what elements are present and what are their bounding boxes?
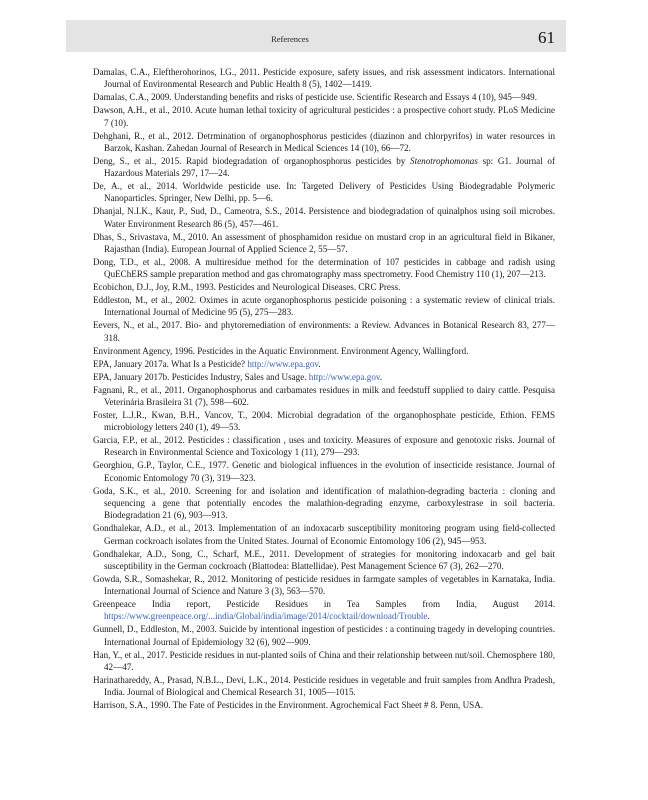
reference-entry: [93, 104, 555, 129]
reference-entry: [93, 294, 555, 319]
reference-link[interactable]: https://www.greenpeace.org/...india/Global/india/image/2014/cocktail/download/Trouble: [104, 611, 428, 622]
reference-entry: [93, 623, 555, 648]
reference-text: Eddleston, M., et al., 2002. Oximes in acute organophosphorus pesticide poisoning : a systematic review of clinical trials. International Journal of Medicine 95 (5), 275—283.: [93, 295, 555, 318]
reference-entry: [93, 573, 555, 598]
reference-entry: [93, 345, 555, 357]
reference-text: Foster, L.J.R., Kwan, B.H., Vancov, T., 2004. Microbial degradation of the organophosphate pesticide, Ethion. FEMS microbiology letters 240 (1), 49—53.: [93, 409, 555, 433]
reference-text-tail: .: [427, 611, 430, 622]
reference-entry: [93, 256, 555, 281]
reference-text: Georghiou, G.P., Taylor, C.E., 1977. Genetic and biological influences in the evolution of insecticide resistance. Journal of Economic Entomology 70 (3), 319—323.: [93, 460, 555, 483]
reference-entry: [93, 371, 555, 383]
reference-text: Gowda, S.R., Somashekar, R., 2012. Monitoring of pesticide residues in farmgate samples of vegetables in Karnataka, India. International Journal of Science and Nature 3 (3), 563—570.: [93, 573, 555, 597]
reference-entry: [93, 205, 555, 230]
reference-text: Gondhalekar, A.D., Song, C., Scharf, M.E., 2011. Development of strategies for monitoring indoxacarb and gel bait susceptibility in the German cockroach (Blattodea: Blattellidae). Pest Management Science 67 (3), 262—270.: [93, 548, 555, 571]
reference-entry: [93, 358, 555, 370]
reference-entry: [93, 231, 555, 256]
reference-entry: [93, 485, 555, 522]
running-head: References: [271, 34, 309, 44]
reference-entry: [93, 91, 555, 103]
reference-text: Dhas, S., Srivastava, M., 2010. An assessment of phosphamidon residue on mustard crop in an agricultural field in Bikaner, Rajasthan (India). European Journal of Applied Science 2, 55—57.: [93, 231, 555, 254]
reference-text: Damalas, C.A., 2009. Understanding benefits and risks of pesticide use. Scientific Research and Essays 4 (10), 945—949.: [93, 92, 537, 103]
reference-text: Gondhalekar, A.D., et al., 2013. Implementation of an indoxacarb susceptibility monitoring program using field-collected German cockroach isolates from the United States. Journal of Economic Entomology 106 (2), 945—953.: [93, 523, 555, 546]
reference-entry: [93, 459, 555, 484]
reference-link[interactable]: http://www.epa.gov: [247, 358, 319, 369]
reference-text: EPA, January 2017b. Pesticides Industry, Sales and Usage.: [93, 371, 309, 382]
reference-text: Environment Agency, 1996. Pesticides in the Aquatic Environment. Environment Agency, Wallingford.: [93, 345, 469, 356]
reference-text: Ecobichon, D.J., Joy, R.M., 1993. Pesticides and Neurological Diseases. CRC Press.: [93, 282, 401, 293]
reference-entry: [93, 598, 555, 623]
reference-list: [93, 66, 555, 712]
reference-text: Deng, S., et al., 2015. Rapid biodegradation of organophosphorus pesticides by: [93, 155, 411, 166]
reference-text: Dhanjal, N.I.K., Kaur, P., Sud, D., Cameotra, S.S., 2014. Persistence and biodegradation of quinalphos using soil microbes. Water Environment Research 86 (5), 457—461.: [93, 206, 555, 229]
reference-entry: [93, 155, 555, 180]
reference-entry: [93, 548, 555, 573]
reference-entry: [93, 384, 555, 409]
reference-entry: [93, 319, 555, 344]
reference-entry: [93, 281, 555, 293]
reference-entry: [93, 699, 555, 711]
reference-text: Dong, T.D., et al., 2008. A multiresidue method for the determination of 107 pesticides in cabbage and radish using QuEChERS sample preparation method and gas chromatography mass spectrometry. Food Chemistry 110 (1), 207—213.: [93, 256, 555, 280]
reference-text: De, A., et al., 2014. Worldwide pesticide use. In: Targeted Delivery of Pesticides Using Biodegradable Polymeric Nanoparticles. Springer, New Delhi, pp. 5—6.: [93, 181, 555, 204]
reference-text: Harinathareddy, A., Prasad, N.B.L., Devi, L.K., 2014. Pesticide residues in vegetable and fruit samples from Andhra Pradesh, India. Journal of Biological and Chemical Research 31, 1005—1015.: [93, 674, 555, 698]
reference-text: Eevers, N., et al., 2017. Bio- and phytoremediation of environments: a Review. Advances in Botanical Research 83, 277—318.: [93, 320, 555, 343]
reference-text: Goda, S.K., et al., 2010. Screening for and isolation and identification of malathion-degrading bacteria : cloning and sequencing a gene that potentially encodes the malathion-degrading enzyme, carboxylestrase in soil bacteria. Biodegradation 21 (6), 903—913.: [93, 485, 555, 521]
reference-text: Dawson, A.H., et al., 2010. Acute human lethal toxicity of agricultural pesticides : a prospective cohort study. PLoS Medicine 7 (10).: [93, 105, 555, 128]
reference-text: Damalas, C.A., Eleftherohorinos, I.G., 2011. Pesticide exposure, safety issues, and risk assessment indicators. International Journal of Environmental Research and Public Health 8 (5), 1402—1419.: [93, 67, 555, 90]
reference-entry: [93, 674, 555, 699]
reference-entry: [93, 649, 555, 674]
page-number: 61: [538, 28, 555, 47]
reference-text-tail: .: [379, 371, 383, 382]
reference-entry: [93, 434, 555, 459]
reference-entry: [93, 66, 555, 91]
reference-entry: [93, 130, 555, 155]
reference-text: Harrison, S.A., 1990. The Fate of Pesticides in the Environment. Agrochemical Fact Sheet # 8. Penn, USA.: [93, 700, 484, 711]
reference-entry: [93, 180, 555, 205]
reference-entry: [93, 522, 555, 547]
reference-italic: Stenotrophomonas: [410, 155, 478, 166]
reference-entry: [93, 409, 555, 434]
reference-text-tail: sp: G1. Journal of Hazardous Materials 297, 17—24.: [104, 155, 555, 179]
reference-link[interactable]: http://www.epa.gov: [308, 371, 380, 382]
reference-text: Greenpeace India report, Pesticide Residues in Tea Samples from India, August 2014.: [93, 599, 555, 610]
reference-text-tail: .: [318, 358, 321, 369]
reference-text: Fagnani, R., et al., 2011. Organophosphorus and carbamates residues in milk and feedstuff supplied to dairy cattle. Pesquisa Veterinária Brasileira 31 (7), 598—602.: [93, 384, 555, 407]
reference-text: EPA, January 2017a. What Is a Pesticide?: [93, 358, 248, 369]
reference-text: Gunnell, D., Eddleston, M., 2003. Suicide by intentional ingestion of pesticides : a continuing tragedy in developing countries. International Journal of Epidemiology 32 (6), 902—909.: [93, 624, 555, 647]
reference-text: Han, Y., et al., 2017. Pesticide residues in nut-planted soils of China and their relationship between nut/soil. Chemosphere 180, 42—47.: [93, 649, 555, 672]
reference-text: Garcia, F.P., et al., 2012. Pesticides : classification , uses and toxicity. Measures of exposure and genotoxic risks. Journal of Research in Environmental Science and Toxicology 1 (11), 279—293.: [93, 435, 555, 458]
reference-text: Dehghani, R., et al., 2012. Detrmination of organophosphorus pesticides (diazinon and chlorpyrifos) in water resources in Barzok, Kashan. Zahedan Journal of Research in Medical Sciences 14 (10), 66—72.: [93, 130, 555, 153]
